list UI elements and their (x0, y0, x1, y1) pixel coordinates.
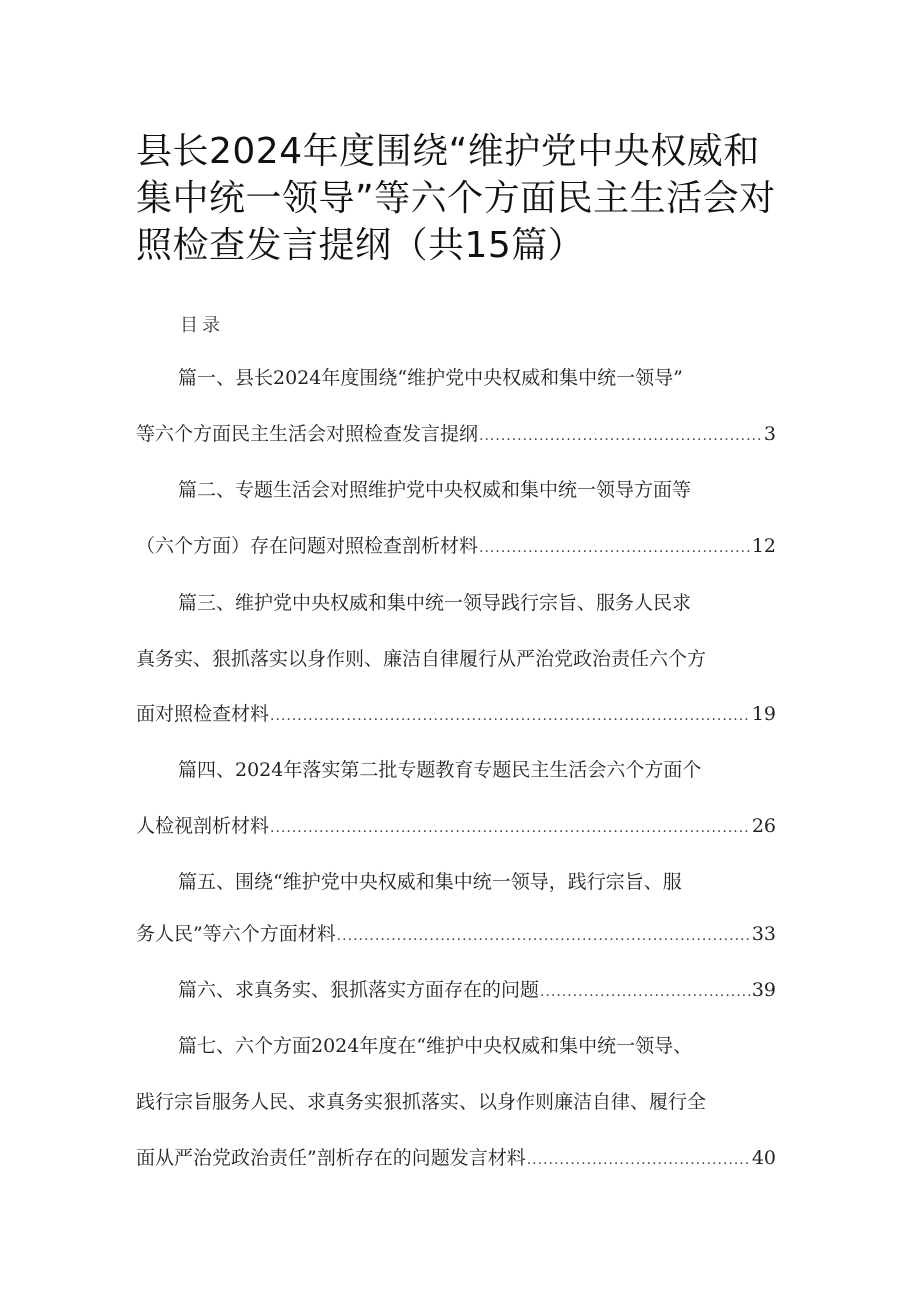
toc-leader-dots (527, 1145, 751, 1175)
toc-leader-dots (479, 533, 751, 563)
toc-entry-7-page: 40 (751, 1147, 776, 1169)
toc-entry-5-line-2 (136, 919, 776, 949)
toc-entry-3-line-1: 篇三、维护党中央权威和集中统一领导践行宗旨、服务人民求 (178, 592, 692, 614)
toc-entry-4-page: 26 (751, 815, 776, 837)
toc-entry-2-page: 12 (751, 535, 776, 557)
toc-entry-5-page: 33 (751, 923, 776, 945)
toc-entry-3-page: 19 (751, 703, 776, 725)
toc-entry-3-line-3 (136, 699, 776, 729)
toc-entry-7-line-2: 践行宗旨服务人民、求真务实狠抓落实、以身作则廉洁自律、履行全 (136, 1091, 707, 1113)
toc-entry-2-line-1: 篇二、专题生活会对照维护党中央权威和集中统一领导方面等 (178, 479, 692, 501)
toc-leader-dots (540, 977, 751, 1007)
toc-entry-2-line-2 (136, 531, 776, 561)
toc-entry-1-line-1: 篇一、县长2024年度围绕“维护党中央权威和集中统一领导” (178, 367, 683, 389)
toc-entry-1-line-2 (136, 419, 776, 449)
toc-entry-4-text: 人检视剖析材料 (136, 815, 270, 837)
toc-entry-7-line-3 (136, 1143, 776, 1173)
toc-entry-3-text: 面对照检查材料 (136, 703, 270, 725)
toc-entry-6-page: 39 (751, 979, 776, 1001)
toc-leader-dots (479, 421, 763, 451)
toc-leader-dots (337, 921, 751, 951)
toc-leader-dots (270, 813, 751, 843)
document-title: 县长2024年度围绕“维护党中央权威和集中统一领导”等六个方面民主生活会对照检查发言提纲（共15篇） (136, 131, 776, 266)
toc-entry-4-line-1: 篇四、2024年落实第二批专题教育专题民主生活会六个方面个 (178, 759, 702, 781)
toc-entry-1-text: 等六个方面民主生活会对照检查发言提纲 (136, 423, 479, 445)
toc-leader-dots (270, 701, 751, 731)
toc-entry-5-line-1: 篇五、围绕“维护党中央权威和集中统一领导，践行宗旨、服 (178, 871, 682, 893)
toc-entry-6-text: 篇六、求真务实、狠抓落实方面存在的问题 (178, 979, 540, 1001)
toc-entry-7-line-1: 篇七、六个方面2024年度在“维护中央权威和集中统一领导、 (178, 1035, 693, 1057)
toc-entry-7-text: 面从严治党政治责任”剖析存在的问题发言材料 (136, 1147, 526, 1169)
toc-entry-2-text: （六个方面）存在问题对照检查剖析材料 (136, 535, 479, 557)
toc-entry-6-line-1 (178, 975, 776, 1005)
toc-entry-1-page: 3 (763, 423, 776, 445)
toc-entry-3-line-2: 真务实、狠抓落实以身作则、廉洁自律履行从严治党政治责任六个方 (136, 648, 707, 670)
toc-heading: 目录 (180, 315, 224, 336)
toc-entry-4-line-2 (136, 811, 776, 841)
toc-entry-5-text: 务人民”等六个方面材料 (136, 923, 336, 945)
